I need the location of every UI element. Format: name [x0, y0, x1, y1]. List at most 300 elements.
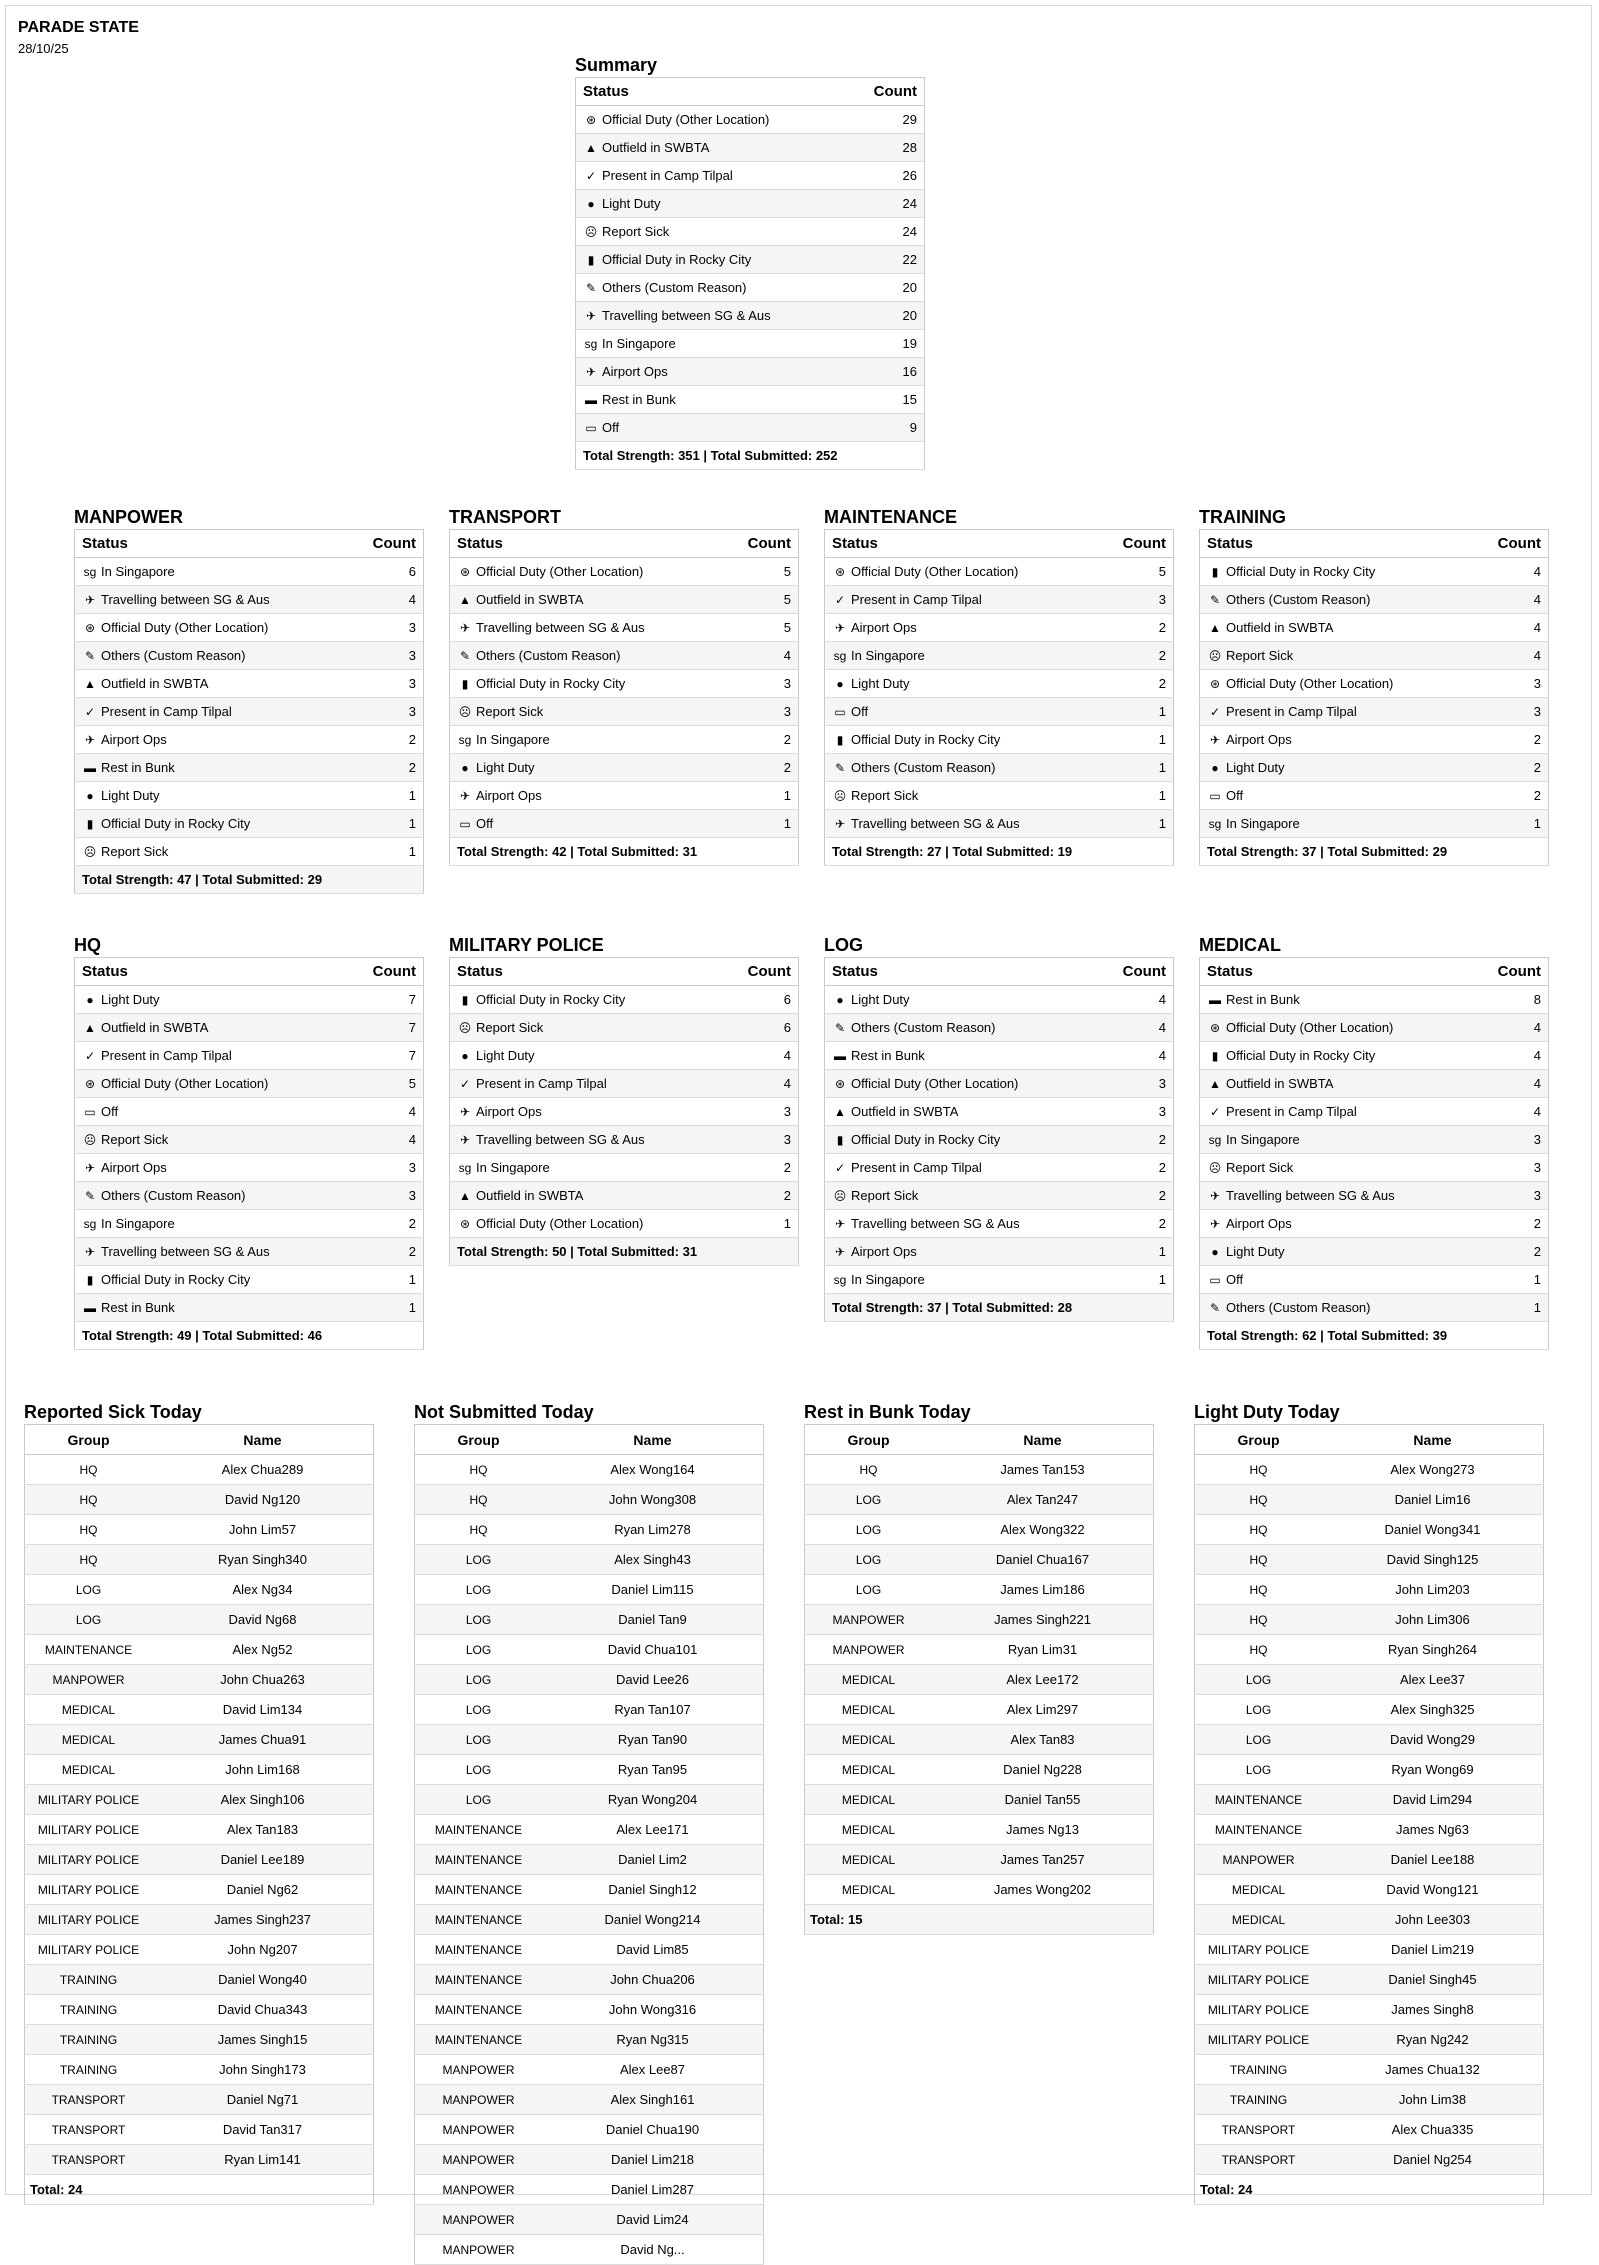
table-row: [805, 1815, 1154, 1845]
status-label: Rest in Bunk: [1226, 992, 1300, 1007]
section-title: LOG: [824, 935, 863, 955]
status-header: Status: [450, 530, 721, 558]
name-cell: Daniel Singh12: [542, 1875, 764, 1905]
outfield-in-swbta-icon: ▲: [834, 1105, 846, 1119]
name-cell: Alex Lim297: [932, 1695, 1154, 1725]
count-cell: 1: [721, 782, 799, 810]
status-cell: [1200, 754, 1471, 782]
table-row: [576, 190, 925, 218]
table-row: [576, 414, 925, 442]
table-row: [1195, 2055, 1544, 2085]
count-cell: 3: [1471, 1126, 1549, 1154]
name-cell: David Lim294: [1322, 1785, 1544, 1815]
status-label: Light Duty: [101, 788, 160, 803]
table-row: [1200, 1266, 1549, 1294]
table-row: [415, 1545, 764, 1575]
name-cell: Ryan Tan95: [542, 1755, 764, 1785]
travelling-between-sg-aus-icon: ✈: [1209, 1189, 1221, 1203]
group-cell: HQ: [25, 1455, 153, 1485]
group-cell: LOG: [1195, 1665, 1323, 1695]
table-row: [825, 1266, 1174, 1294]
count-header: Count: [1096, 530, 1174, 558]
in-singapore-icon: sg: [584, 337, 598, 351]
official-duty-other-location-icon: ⊛: [459, 1217, 471, 1231]
name-header: Name: [1322, 1425, 1544, 1455]
count-cell: 22: [847, 246, 925, 274]
group-cell: MAINTENANCE: [415, 1845, 543, 1875]
in-singapore-icon: sg: [83, 1217, 97, 1231]
others-custom-reason-icon: ✎: [1209, 1301, 1221, 1315]
group-cell: LOG: [415, 1725, 543, 1755]
travelling-between-sg-aus-icon: ✈: [84, 1245, 96, 1259]
table-row: [25, 1875, 374, 1905]
status-cell: [825, 1070, 1096, 1098]
name-cell: Daniel Wong40: [152, 1965, 374, 1995]
group-cell: LOG: [1195, 1725, 1323, 1755]
group-cell: MILITARY POLICE: [25, 1905, 153, 1935]
table-row: [25, 1725, 374, 1755]
count-cell: 20: [847, 274, 925, 302]
status-cell: [825, 754, 1096, 782]
in-singapore-icon: sg: [833, 1273, 847, 1287]
count-cell: 3: [1471, 1182, 1549, 1210]
status-label: Present in Camp Tilpal: [602, 168, 733, 183]
count-cell: 3: [1096, 1098, 1174, 1126]
count-cell: 5: [1096, 558, 1174, 586]
in-singapore-icon: sg: [83, 565, 97, 579]
status-cell: [1200, 1294, 1471, 1322]
status-label: Airport Ops: [851, 620, 917, 635]
status-label: Travelling between SG & Aus: [101, 592, 270, 607]
count-cell: 3: [1471, 1154, 1549, 1182]
table-row: [415, 1515, 764, 1545]
status-cell: [825, 1210, 1096, 1238]
name-cell: Ryan Singh340: [152, 1545, 374, 1575]
report-sick-icon: ☹: [1208, 649, 1222, 663]
count-cell: 3: [346, 670, 424, 698]
table-row: [25, 1545, 374, 1575]
table-row: [415, 1635, 764, 1665]
name-cell: Alex Lee87: [542, 2055, 764, 2085]
name-cell: David Chua343: [152, 1995, 374, 2025]
official-duty-other-location-icon: ⊛: [834, 565, 846, 579]
table-row: [1195, 1485, 1544, 1515]
status-cell: [576, 134, 847, 162]
group-cell: LOG: [25, 1605, 153, 1635]
group-cell: LOG: [805, 1545, 933, 1575]
status-cell: [825, 614, 1096, 642]
status-cell: [1200, 1070, 1471, 1098]
travelling-between-sg-aus-icon: ✈: [459, 621, 471, 635]
official-duty-other-location-icon: ⊛: [1209, 677, 1221, 691]
group-cell: LOG: [415, 1695, 543, 1725]
table-row: [825, 670, 1174, 698]
table-row: [450, 642, 799, 670]
section-title: Not Submitted Today: [414, 1402, 594, 1422]
status-label: Official Duty in Rocky City: [851, 732, 1001, 747]
status-label: Rest in Bunk: [101, 760, 175, 775]
status-label: Travelling between SG & Aus: [101, 1244, 270, 1259]
status-cell: [1200, 986, 1471, 1014]
group-cell: MILITARY POLICE: [25, 1845, 153, 1875]
section-title: Reported Sick Today: [24, 1402, 202, 1422]
name-cell: Daniel Ng228: [932, 1755, 1154, 1785]
status-label: Off: [476, 816, 494, 831]
travelling-between-sg-aus-icon: ✈: [585, 309, 597, 323]
others-custom-reason-icon: ✎: [1209, 593, 1221, 607]
status-cell: [576, 190, 847, 218]
name-cell: Alex Tan183: [152, 1815, 374, 1845]
table-row: [1195, 1755, 1544, 1785]
name-cell: Alex Lee172: [932, 1665, 1154, 1695]
name-cell: Alex Singh43: [542, 1545, 764, 1575]
status-cell: [450, 986, 721, 1014]
name-cell: James Wong202: [932, 1875, 1154, 1905]
group-cell: TRAINING: [25, 1995, 153, 2025]
table-row: [1195, 1665, 1544, 1695]
name-cell: Daniel Lim219: [1322, 1935, 1544, 1965]
table-row: [450, 1042, 799, 1070]
table-row: [825, 1210, 1174, 1238]
total-row: [1200, 838, 1549, 866]
status-label: Official Duty (Other Location): [1226, 1020, 1394, 1035]
outfield-in-swbta-icon: ▲: [84, 677, 96, 691]
report-sick-icon: ☹: [458, 1021, 472, 1035]
count-cell: 7: [346, 1042, 424, 1070]
status-label: Present in Camp Tilpal: [851, 1160, 982, 1175]
group-cell: TRANSPORT: [25, 2085, 153, 2115]
table-row: [75, 726, 424, 754]
count-cell: 1: [346, 810, 424, 838]
summary-section: [575, 55, 925, 470]
table-row: [415, 2175, 764, 2205]
status-cell: [825, 1154, 1096, 1182]
name-cell: David Lim24: [542, 2205, 764, 2235]
table-row: [1200, 810, 1549, 838]
table-row: [75, 1098, 424, 1126]
status-label: Official Duty (Other Location): [101, 1076, 269, 1091]
name-cell: James Ng13: [932, 1815, 1154, 1845]
status-cell: [825, 1042, 1096, 1070]
table-row: [75, 1210, 424, 1238]
name-cell: Daniel Lim287: [542, 2175, 764, 2205]
outfield-in-swbta-icon: ▲: [1209, 1077, 1221, 1091]
table-row: [75, 810, 424, 838]
section-title: MEDICAL: [1199, 935, 1281, 955]
table-row: [25, 1635, 374, 1665]
count-cell: 4: [1470, 642, 1548, 670]
status-label: Rest in Bunk: [101, 1300, 175, 1315]
name-cell: Alex Wong273: [1322, 1455, 1544, 1485]
in-singapore-icon: sg: [833, 649, 847, 663]
name-cell: John Chua263: [152, 1665, 374, 1695]
count-header: Count: [847, 78, 925, 106]
total-strength: Total Strength: 50 | Total Submitted: 31: [450, 1238, 799, 1266]
status-label: Official Duty (Other Location): [101, 620, 269, 635]
status-label: In Singapore: [1226, 1132, 1300, 1147]
table-row: [1200, 698, 1549, 726]
table-row: [805, 1635, 1154, 1665]
count-cell: 4: [346, 586, 424, 614]
count-cell: 2: [346, 1238, 424, 1266]
name-cell: Daniel Wong341: [1322, 1515, 1544, 1545]
count-cell: 4: [721, 642, 799, 670]
name-cell: Daniel Chua167: [932, 1545, 1154, 1575]
total-strength: Total Strength: 37 | Total Submitted: 29: [1200, 838, 1549, 866]
status-cell: [75, 614, 346, 642]
status-label: Airport Ops: [101, 1160, 167, 1175]
status-label: In Singapore: [101, 564, 175, 579]
airport-ops-icon: ✈: [1209, 733, 1221, 747]
present-in-camp-tilpal-icon: ✓: [834, 593, 846, 607]
count-cell: 3: [1096, 586, 1174, 614]
status-label: Airport Ops: [476, 788, 542, 803]
status-cell: [825, 1266, 1096, 1294]
count-cell: 26: [847, 162, 925, 190]
name-cell: Alex Lee37: [1322, 1665, 1544, 1695]
section-title: HQ: [74, 935, 101, 955]
others-custom-reason-icon: ✎: [84, 1189, 96, 1203]
count-cell: 5: [721, 614, 799, 642]
count-cell: 1: [1096, 1238, 1174, 1266]
outfield-in-swbta-icon: ▲: [459, 593, 471, 607]
table-row: [805, 1695, 1154, 1725]
name-cell: Alex Lee171: [542, 1815, 764, 1845]
name-cell: David Singh125: [1322, 1545, 1544, 1575]
status-table: [824, 957, 1174, 1322]
status-label: Outfield in SWBTA: [476, 1188, 584, 1203]
others-custom-reason-icon: ✎: [834, 761, 846, 775]
status-label: Airport Ops: [602, 364, 668, 379]
group-medical: [1199, 935, 1549, 1350]
status-cell: [576, 358, 847, 386]
group-cell: HQ: [25, 1545, 153, 1575]
status-cell: [576, 274, 847, 302]
status-label: Airport Ops: [476, 1104, 542, 1119]
group-military-police: [449, 935, 799, 1266]
section-title: MAINTENANCE: [824, 507, 957, 527]
name-cell: Alex Ng34: [152, 1575, 374, 1605]
table-row: [415, 2235, 764, 2265]
group-cell: MEDICAL: [805, 1695, 933, 1725]
count-header: Count: [346, 530, 424, 558]
name-cell: James Chua132: [1322, 2055, 1544, 2085]
count-cell: 3: [346, 1182, 424, 1210]
status-cell: [1200, 1098, 1471, 1126]
status-label: Travelling between SG & Aus: [476, 620, 645, 635]
table-row: [450, 754, 799, 782]
airport-ops-icon: ✈: [84, 733, 96, 747]
count-cell: 4: [1096, 986, 1174, 1014]
group-cell: TRAINING: [1195, 2085, 1323, 2115]
status-label: Present in Camp Tilpal: [476, 1076, 607, 1091]
status-label: Light Duty: [476, 1048, 535, 1063]
group-cell: MEDICAL: [805, 1725, 933, 1755]
group-cell: LOG: [1195, 1695, 1323, 1725]
status-cell: [1200, 1238, 1471, 1266]
group-cell: MAINTENANCE: [415, 2025, 543, 2055]
airport-ops-icon: ✈: [459, 789, 471, 803]
name-cell: Alex Wong322: [932, 1515, 1154, 1545]
count-cell: 2: [1096, 614, 1174, 642]
table-row: [1195, 1515, 1544, 1545]
status-cell: [75, 670, 346, 698]
count-cell: 1: [346, 838, 424, 866]
table-row: [75, 1294, 424, 1322]
group-cell: MILITARY POLICE: [25, 1875, 153, 1905]
count-cell: 15: [847, 386, 925, 414]
table-row: [1195, 2115, 1544, 2145]
table-row: [825, 1042, 1174, 1070]
status-label: Outfield in SWBTA: [101, 676, 209, 691]
name-cell: James Tan153: [932, 1455, 1154, 1485]
group-cell: LOG: [25, 1575, 153, 1605]
group-cell: MILITARY POLICE: [1195, 1935, 1323, 1965]
total-strength: Total Strength: 49 | Total Submitted: 46: [75, 1322, 424, 1350]
rest-in-bunk-icon: ▬: [84, 761, 96, 775]
name-cell: Daniel Chua190: [542, 2115, 764, 2145]
name-cell: Daniel Lee188: [1322, 1845, 1544, 1875]
group-cell: MANPOWER: [1195, 1845, 1323, 1875]
count-cell: 2: [346, 754, 424, 782]
count-header: Count: [1096, 958, 1174, 986]
status-label: Travelling between SG & Aus: [1226, 1188, 1395, 1203]
group-cell: LOG: [415, 1545, 543, 1575]
group-cell: HQ: [1195, 1515, 1323, 1545]
table-row: [75, 754, 424, 782]
name-cell: James Singh221: [932, 1605, 1154, 1635]
count-cell: 4: [1470, 586, 1548, 614]
group-cell: LOG: [415, 1755, 543, 1785]
name-cell: Daniel Wong214: [542, 1905, 764, 1935]
section-title: MANPOWER: [74, 507, 183, 527]
group-cell: LOG: [415, 1575, 543, 1605]
status-label: Others (Custom Reason): [476, 648, 621, 663]
group-cell: LOG: [415, 1665, 543, 1695]
status-cell: [450, 558, 721, 586]
table-row: [75, 986, 424, 1014]
group-cell: MEDICAL: [25, 1695, 153, 1725]
count-cell: 4: [1096, 1014, 1174, 1042]
table-row: [1200, 670, 1549, 698]
table-row: [25, 1575, 374, 1605]
status-cell: [75, 1154, 346, 1182]
status-cell: [75, 726, 346, 754]
table-row: [415, 1995, 764, 2025]
table-row: [805, 1545, 1154, 1575]
group-cell: MAINTENANCE: [1195, 1785, 1323, 1815]
name-cell: David Ng120: [152, 1485, 374, 1515]
name-cell: Daniel Ng71: [152, 2085, 374, 2115]
name-cell: Ryan Ng242: [1322, 2025, 1544, 2055]
travelling-between-sg-aus-icon: ✈: [459, 1133, 471, 1147]
status-label: In Singapore: [101, 1216, 175, 1231]
status-cell: [75, 1126, 346, 1154]
group-cell: LOG: [415, 1605, 543, 1635]
group-cell: MEDICAL: [805, 1665, 933, 1695]
total-row: [25, 2175, 374, 2205]
total-strength: Total Strength: 42 | Total Submitted: 31: [450, 838, 799, 866]
table-row: [75, 698, 424, 726]
group-cell: MILITARY POLICE: [25, 1785, 153, 1815]
name-cell: James Singh237: [152, 1905, 374, 1935]
status-cell: [450, 698, 721, 726]
rest-in-bunk-icon: ▬: [834, 1049, 846, 1063]
count-cell: 5: [346, 1070, 424, 1098]
group-cell: MAINTENANCE: [415, 1875, 543, 1905]
status-cell: [450, 1070, 721, 1098]
table-row: [1200, 1126, 1549, 1154]
table-row: [75, 782, 424, 810]
count-cell: 2: [1471, 1210, 1549, 1238]
table-row: [1200, 726, 1549, 754]
table-row: [25, 1665, 374, 1695]
count-cell: 2: [721, 754, 799, 782]
count-cell: 1: [1471, 1266, 1549, 1294]
in-singapore-icon: sg: [458, 1161, 472, 1175]
status-cell: [450, 1098, 721, 1126]
status-table: [575, 77, 925, 470]
table-row: [450, 614, 799, 642]
outfield-in-swbta-icon: ▲: [459, 1189, 471, 1203]
table-row: [825, 1182, 1174, 1210]
list-rest-in-bunk-today: [804, 1402, 1154, 1935]
total-strength: Total Strength: 351 | Total Submitted: 252: [576, 442, 925, 470]
status-cell: [1200, 1210, 1471, 1238]
group-cell: MANPOWER: [415, 2235, 543, 2265]
status-cell: [825, 986, 1096, 1014]
count-cell: 1: [346, 1266, 424, 1294]
count-cell: 1: [1096, 1266, 1174, 1294]
status-label: Official Duty (Other Location): [602, 112, 770, 127]
status-table: [449, 529, 799, 866]
count-cell: 29: [847, 106, 925, 134]
count-cell: 1: [1470, 810, 1548, 838]
status-cell: [1200, 642, 1471, 670]
official-duty-in-rocky-city-icon: ▮: [1211, 565, 1219, 579]
count-cell: 3: [346, 642, 424, 670]
group-cell: HQ: [1195, 1635, 1323, 1665]
group-cell: MANPOWER: [25, 1665, 153, 1695]
count-cell: 1: [1096, 810, 1174, 838]
others-custom-reason-icon: ✎: [459, 649, 471, 663]
status-label: In Singapore: [476, 732, 550, 747]
group-header: Group: [415, 1425, 543, 1455]
report-sick-icon: ☹: [833, 789, 847, 803]
name-cell: Alex Ng52: [152, 1635, 374, 1665]
table-row: [75, 1126, 424, 1154]
report-sick-icon: ☹: [584, 225, 598, 239]
light-duty-icon: ●: [836, 677, 844, 691]
table-row: [825, 614, 1174, 642]
status-label: Present in Camp Tilpal: [1226, 1104, 1357, 1119]
count-cell: 6: [721, 986, 799, 1014]
count-cell: 4: [1096, 1042, 1174, 1070]
status-label: Light Duty: [851, 992, 910, 1007]
table-row: [75, 1154, 424, 1182]
table-row: [1200, 1238, 1549, 1266]
status-label: Official Duty in Rocky City: [1226, 564, 1376, 579]
count-cell: 24: [847, 218, 925, 246]
table-row: [25, 2025, 374, 2055]
table-row: [825, 1014, 1174, 1042]
status-label: Light Duty: [476, 760, 535, 775]
name-cell: Ryan Tan107: [542, 1695, 764, 1725]
group-cell: MEDICAL: [25, 1755, 153, 1785]
table-row: [415, 2115, 764, 2145]
table-row: [450, 698, 799, 726]
table-row: [1195, 1995, 1544, 2025]
